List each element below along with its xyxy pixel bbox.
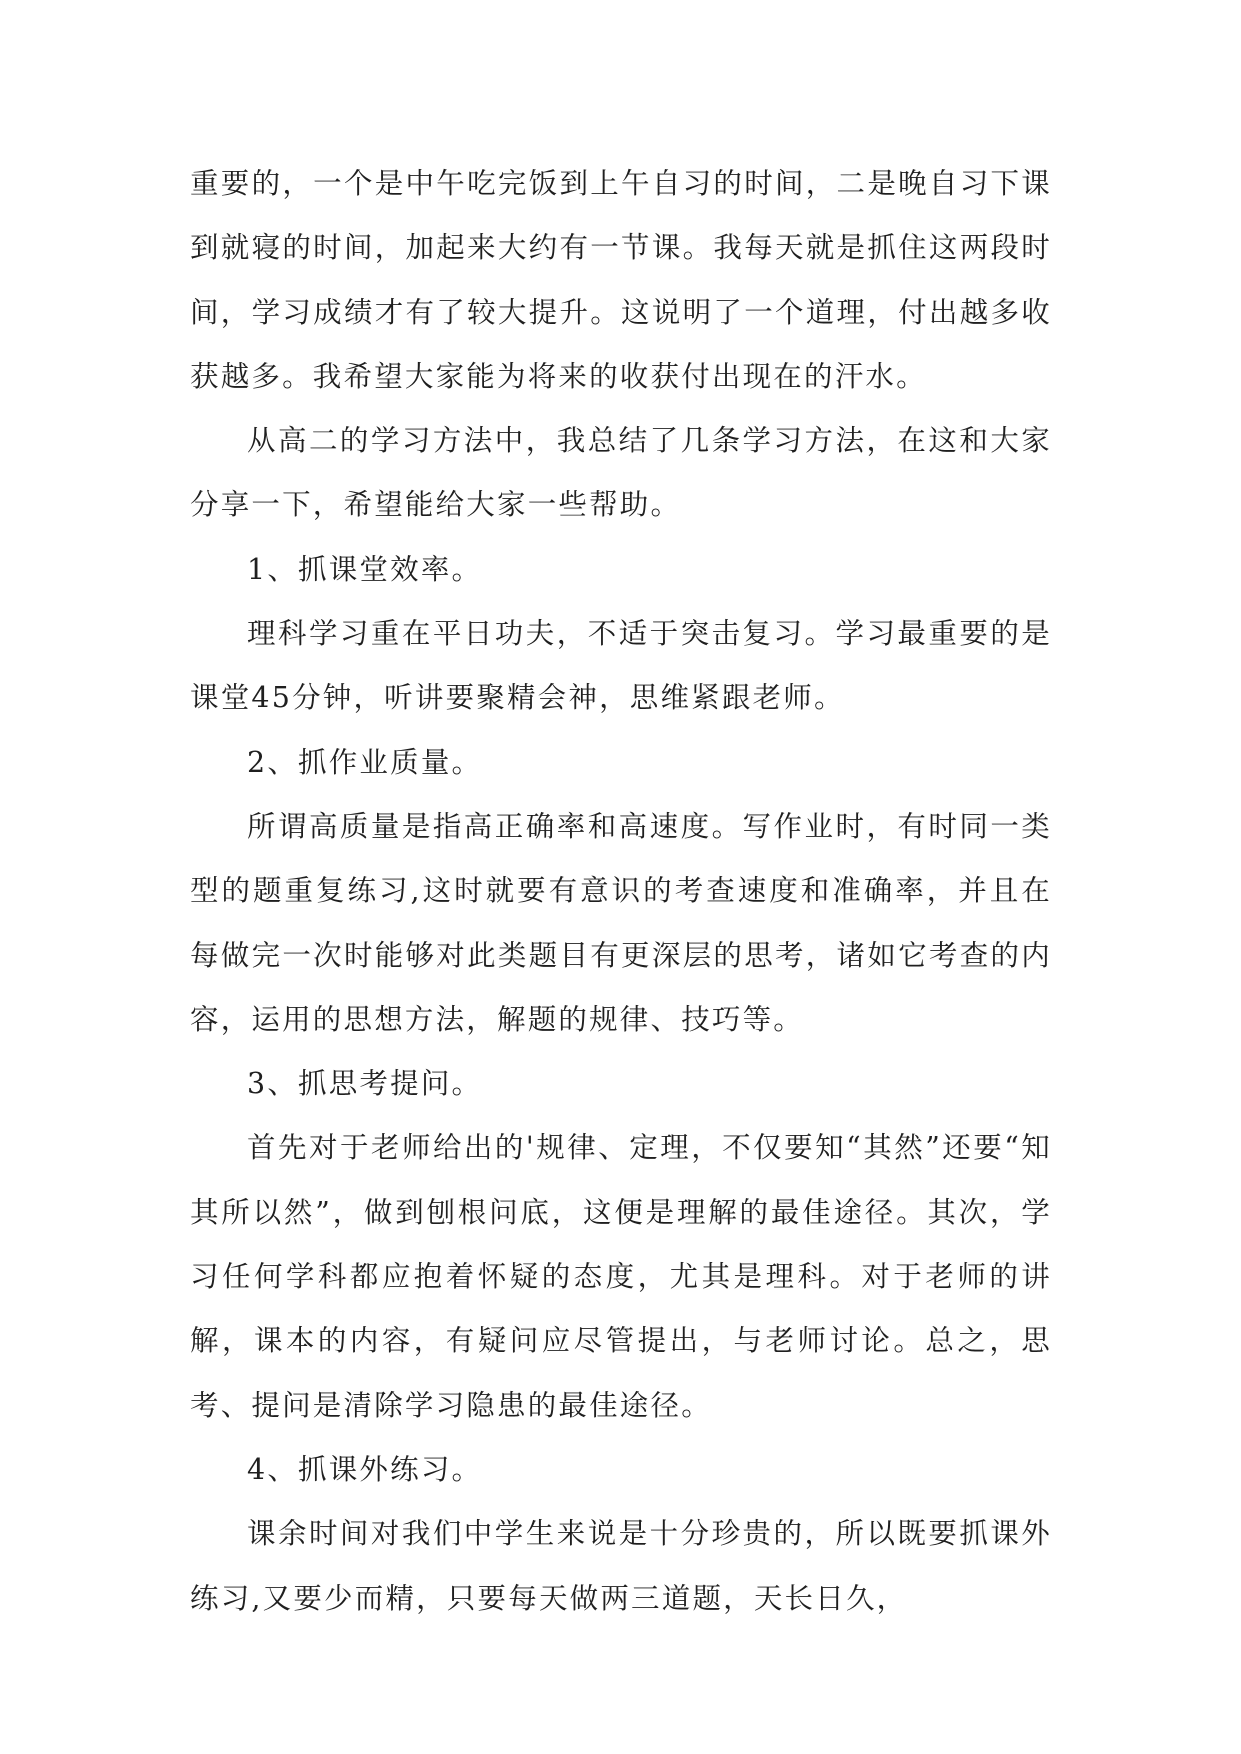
heading-item-4: 4、抓课外练习。: [247, 1452, 483, 1486]
heading-item-3: 3、抓思考提问。: [247, 1067, 483, 1101]
paragraph-item-2: 所谓高质量是指高正确率和高速度。写作业时，有时同一类型的题重复练习,这时就要有意识的考查速度和准确率，并且在每做完一次时能够对此类题目有更深层的思考，诸如它考查的内容，运用的思想方法，解题的规律、技巧等。: [190, 809, 1052, 1036]
paragraph-intro: 从高二的学习方法中，我总结了几条学习方法，在这和大家分享一下，希望能给大家一些帮助。: [190, 424, 1052, 522]
heading-item-1: 1、抓课堂效率。: [247, 552, 483, 586]
paragraph-item-3: 首先对于老师给出的'规律、定理，不仅要知“其然”还要“知其所以然”，做到刨根问底，这便是理解的最佳途径。其次，学习任何学科都应抱着怀疑的态度，尤其是理科。对于老师的讲解，课本的内容，有疑问应尽管提出，与老师讨论。总之，思考、提问是清除学习隐患的最佳途径。: [190, 1131, 1052, 1422]
paragraph-item-4: 课余时间对我们中学生来说是十分珍贵的，所以既要抓课外练习,又要少而精，只要每天做两三道题，天长日久，: [190, 1517, 1052, 1615]
heading-item-2: 2、抓作业质量。: [247, 745, 483, 779]
document-page: [190, 152, 1052, 1631]
paragraph-item-1: 理科学习重在平日功夫，不适于突击复习。学习最重要的是课堂45分钟，听讲要聚精会神，思维紧跟老师。: [190, 617, 1052, 715]
paragraph-continuation: 重要的，一个是中午吃完饭到上午自习的时间，二是晚自习下课到就寝的时间，加起来大约有一节课。我每天就是抓住这两段时间，学习成绩才有了较大提升。这说明了一个道理，付出越多收获越多。我希望大家能为将来的收获付出现在的汗水。: [190, 167, 1052, 393]
